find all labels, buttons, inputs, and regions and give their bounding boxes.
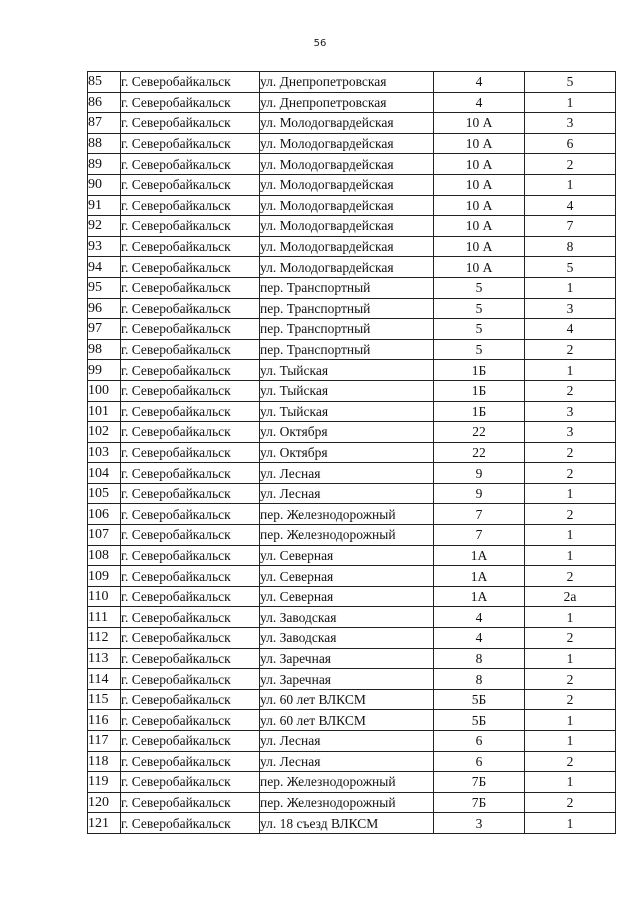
table-row bbox=[88, 92, 616, 113]
street-cell: ул. 60 лет ВЛКСМ bbox=[260, 710, 434, 731]
row-number: 99 bbox=[88, 360, 121, 381]
city-cell: г. Северобайкальск bbox=[121, 380, 260, 401]
row-number: 88 bbox=[88, 133, 121, 154]
house-number-cell: 7Б bbox=[434, 772, 525, 793]
table-row bbox=[88, 401, 616, 422]
row-number: 97 bbox=[88, 319, 121, 340]
table-row bbox=[88, 545, 616, 566]
row-number: 108 bbox=[88, 545, 121, 566]
city-cell: г. Северобайкальск bbox=[121, 689, 260, 710]
street-cell: ул. Заречная bbox=[260, 648, 434, 669]
apartment-number-cell: 2 bbox=[525, 380, 616, 401]
table-row bbox=[88, 133, 616, 154]
table-row bbox=[88, 566, 616, 587]
table-row bbox=[88, 257, 616, 278]
apartment-number-cell: 1 bbox=[525, 648, 616, 669]
house-number-cell: 5 bbox=[434, 339, 525, 360]
table-row bbox=[88, 442, 616, 463]
street-cell: пер. Транспортный bbox=[260, 319, 434, 340]
table-row bbox=[88, 772, 616, 793]
row-number: 112 bbox=[88, 628, 121, 649]
city-cell: г. Северобайкальск bbox=[121, 401, 260, 422]
row-number: 89 bbox=[88, 154, 121, 175]
apartment-number-cell: 2а bbox=[525, 586, 616, 607]
street-cell: ул. Заводская bbox=[260, 628, 434, 649]
table-row bbox=[88, 689, 616, 710]
table-row bbox=[88, 586, 616, 607]
row-number: 105 bbox=[88, 483, 121, 504]
table-row bbox=[88, 174, 616, 195]
street-cell: ул. Северная bbox=[260, 566, 434, 587]
street-cell: ул. Молодогвардейская bbox=[260, 133, 434, 154]
apartment-number-cell: 2 bbox=[525, 154, 616, 175]
street-cell: пер. Железнодорожный bbox=[260, 525, 434, 546]
street-cell: ул. Лесная bbox=[260, 483, 434, 504]
city-cell: г. Северобайкальск bbox=[121, 566, 260, 587]
table-row bbox=[88, 463, 616, 484]
city-cell: г. Северобайкальск bbox=[121, 298, 260, 319]
apartment-number-cell: 5 bbox=[525, 257, 616, 278]
house-number-cell: 1А bbox=[434, 545, 525, 566]
table-row bbox=[88, 298, 616, 319]
row-number: 115 bbox=[88, 689, 121, 710]
table-row bbox=[88, 113, 616, 134]
row-number: 114 bbox=[88, 669, 121, 690]
row-number: 109 bbox=[88, 566, 121, 587]
apartment-number-cell: 1 bbox=[525, 174, 616, 195]
row-number: 96 bbox=[88, 298, 121, 319]
house-number-cell: 4 bbox=[434, 628, 525, 649]
street-cell: ул. Молодогвардейская bbox=[260, 216, 434, 237]
apartment-number-cell: 3 bbox=[525, 422, 616, 443]
street-cell: пер. Транспортный bbox=[260, 298, 434, 319]
street-cell: ул. Заводская bbox=[260, 607, 434, 628]
street-cell: ул. Молодогвардейская bbox=[260, 174, 434, 195]
table-row bbox=[88, 813, 616, 834]
row-number: 85 bbox=[88, 72, 121, 93]
city-cell: г. Северобайкальск bbox=[121, 319, 260, 340]
city-cell: г. Северобайкальск bbox=[121, 339, 260, 360]
table-row bbox=[88, 607, 616, 628]
house-number-cell: 5Б bbox=[434, 710, 525, 731]
row-number: 98 bbox=[88, 339, 121, 360]
apartment-number-cell: 1 bbox=[525, 525, 616, 546]
table-row bbox=[88, 195, 616, 216]
street-cell: ул. Молодогвардейская bbox=[260, 113, 434, 134]
city-cell: г. Северобайкальск bbox=[121, 216, 260, 237]
house-number-cell: 5Б bbox=[434, 689, 525, 710]
apartment-number-cell: 2 bbox=[525, 628, 616, 649]
table-row bbox=[88, 236, 616, 257]
table-row bbox=[88, 504, 616, 525]
apartment-number-cell: 3 bbox=[525, 401, 616, 422]
row-number: 107 bbox=[88, 525, 121, 546]
house-number-cell: 10 А bbox=[434, 216, 525, 237]
house-number-cell: 6 bbox=[434, 751, 525, 772]
city-cell: г. Северобайкальск bbox=[121, 360, 260, 381]
apartment-number-cell: 2 bbox=[525, 751, 616, 772]
house-number-cell: 8 bbox=[434, 669, 525, 690]
city-cell: г. Северобайкальск bbox=[121, 751, 260, 772]
apartment-number-cell: 2 bbox=[525, 339, 616, 360]
street-cell: ул. Молодогвардейская bbox=[260, 195, 434, 216]
house-number-cell: 7 bbox=[434, 525, 525, 546]
apartment-number-cell: 2 bbox=[525, 689, 616, 710]
house-number-cell: 10 А bbox=[434, 133, 525, 154]
apartment-number-cell: 5 bbox=[525, 72, 616, 93]
city-cell: г. Северобайкальск bbox=[121, 731, 260, 752]
row-number: 100 bbox=[88, 380, 121, 401]
city-cell: г. Северобайкальск bbox=[121, 195, 260, 216]
row-number: 95 bbox=[88, 277, 121, 298]
street-cell: ул. Лесная bbox=[260, 463, 434, 484]
table-row bbox=[88, 483, 616, 504]
row-number: 120 bbox=[88, 792, 121, 813]
city-cell: г. Северобайкальск bbox=[121, 133, 260, 154]
street-cell: ул. 18 съезд ВЛКСМ bbox=[260, 813, 434, 834]
row-number: 117 bbox=[88, 731, 121, 752]
apartment-number-cell: 2 bbox=[525, 504, 616, 525]
row-number: 90 bbox=[88, 174, 121, 195]
street-cell: пер. Транспортный bbox=[260, 277, 434, 298]
apartment-number-cell: 1 bbox=[525, 813, 616, 834]
table-row bbox=[88, 319, 616, 340]
street-cell: ул. Северная bbox=[260, 586, 434, 607]
table-row bbox=[88, 216, 616, 237]
house-number-cell: 10 А bbox=[434, 174, 525, 195]
house-number-cell: 4 bbox=[434, 72, 525, 93]
city-cell: г. Северобайкальск bbox=[121, 483, 260, 504]
apartment-number-cell: 1 bbox=[525, 545, 616, 566]
house-number-cell: 10 А bbox=[434, 236, 525, 257]
house-number-cell: 7 bbox=[434, 504, 525, 525]
city-cell: г. Северобайкальск bbox=[121, 813, 260, 834]
street-cell: пер. Железнодорожный bbox=[260, 504, 434, 525]
city-cell: г. Северобайкальск bbox=[121, 607, 260, 628]
row-number: 101 bbox=[88, 401, 121, 422]
city-cell: г. Северобайкальск bbox=[121, 277, 260, 298]
street-cell: ул. Тыйская bbox=[260, 380, 434, 401]
apartment-number-cell: 1 bbox=[525, 277, 616, 298]
table-row bbox=[88, 710, 616, 731]
row-number: 111 bbox=[88, 607, 121, 628]
street-cell: ул. Лесная bbox=[260, 731, 434, 752]
house-number-cell: 10 А bbox=[434, 113, 525, 134]
apartment-number-cell: 1 bbox=[525, 360, 616, 381]
table-row bbox=[88, 422, 616, 443]
apartment-number-cell: 8 bbox=[525, 236, 616, 257]
house-number-cell: 22 bbox=[434, 442, 525, 463]
row-number: 118 bbox=[88, 751, 121, 772]
city-cell: г. Северобайкальск bbox=[121, 792, 260, 813]
city-cell: г. Северобайкальск bbox=[121, 257, 260, 278]
city-cell: г. Северобайкальск bbox=[121, 174, 260, 195]
street-cell: ул. Тыйская bbox=[260, 401, 434, 422]
row-number: 94 bbox=[88, 257, 121, 278]
table-row bbox=[88, 731, 616, 752]
city-cell: г. Северобайкальск bbox=[121, 586, 260, 607]
apartment-number-cell: 1 bbox=[525, 772, 616, 793]
house-number-cell: 3 bbox=[434, 813, 525, 834]
row-number: 119 bbox=[88, 772, 121, 793]
apartment-number-cell: 2 bbox=[525, 463, 616, 484]
row-number: 87 bbox=[88, 113, 121, 134]
city-cell: г. Северобайкальск bbox=[121, 92, 260, 113]
apartment-number-cell: 2 bbox=[525, 566, 616, 587]
apartment-number-cell: 2 bbox=[525, 669, 616, 690]
city-cell: г. Северобайкальск bbox=[121, 113, 260, 134]
house-number-cell: 10 А bbox=[434, 195, 525, 216]
city-cell: г. Северобайкальск bbox=[121, 504, 260, 525]
table-row bbox=[88, 339, 616, 360]
apartment-number-cell: 1 bbox=[525, 731, 616, 752]
apartment-number-cell: 1 bbox=[525, 710, 616, 731]
page-number: 56 bbox=[313, 38, 327, 49]
apartment-number-cell: 1 bbox=[525, 607, 616, 628]
row-number: 103 bbox=[88, 442, 121, 463]
table-row bbox=[88, 525, 616, 546]
city-cell: г. Северобайкальск bbox=[121, 463, 260, 484]
table-row bbox=[88, 628, 616, 649]
city-cell: г. Северобайкальск bbox=[121, 442, 260, 463]
street-cell: ул. Тыйская bbox=[260, 360, 434, 381]
apartment-number-cell: 7 bbox=[525, 216, 616, 237]
row-number: 106 bbox=[88, 504, 121, 525]
city-cell: г. Северобайкальск bbox=[121, 772, 260, 793]
table-row bbox=[88, 360, 616, 381]
street-cell: ул. Молодогвардейская bbox=[260, 154, 434, 175]
street-cell: ул. Октября bbox=[260, 442, 434, 463]
street-cell: ул. Октября bbox=[260, 422, 434, 443]
house-number-cell: 9 bbox=[434, 463, 525, 484]
house-number-cell: 5 bbox=[434, 277, 525, 298]
row-number: 121 bbox=[88, 813, 121, 834]
city-cell: г. Северобайкальск bbox=[121, 154, 260, 175]
row-number: 86 bbox=[88, 92, 121, 113]
street-cell: пер. Транспортный bbox=[260, 339, 434, 360]
house-number-cell: 4 bbox=[434, 607, 525, 628]
street-cell: ул. 60 лет ВЛКСМ bbox=[260, 689, 434, 710]
table-row bbox=[88, 669, 616, 690]
row-number: 102 bbox=[88, 422, 121, 443]
table-row bbox=[88, 72, 616, 93]
apartment-number-cell: 2 bbox=[525, 442, 616, 463]
address-table bbox=[87, 71, 616, 834]
row-number: 116 bbox=[88, 710, 121, 731]
street-cell: ул. Северная bbox=[260, 545, 434, 566]
house-number-cell: 10 А bbox=[434, 257, 525, 278]
house-number-cell: 1Б bbox=[434, 380, 525, 401]
house-number-cell: 5 bbox=[434, 319, 525, 340]
city-cell: г. Северобайкальск bbox=[121, 72, 260, 93]
house-number-cell: 4 bbox=[434, 92, 525, 113]
table-body bbox=[88, 72, 616, 834]
apartment-number-cell: 3 bbox=[525, 113, 616, 134]
street-cell: ул. Лесная bbox=[260, 751, 434, 772]
apartment-number-cell: 4 bbox=[525, 195, 616, 216]
street-cell: ул. Молодогвардейская bbox=[260, 257, 434, 278]
city-cell: г. Северобайкальск bbox=[121, 648, 260, 669]
city-cell: г. Северобайкальск bbox=[121, 710, 260, 731]
house-number-cell: 9 bbox=[434, 483, 525, 504]
apartment-number-cell: 6 bbox=[525, 133, 616, 154]
table-row bbox=[88, 154, 616, 175]
row-number: 91 bbox=[88, 195, 121, 216]
street-cell: ул. Днепропетровская bbox=[260, 92, 434, 113]
row-number: 104 bbox=[88, 463, 121, 484]
house-number-cell: 1А bbox=[434, 566, 525, 587]
table-row bbox=[88, 380, 616, 401]
city-cell: г. Северобайкальск bbox=[121, 422, 260, 443]
row-number: 93 bbox=[88, 236, 121, 257]
street-cell: пер. Железнодорожный bbox=[260, 772, 434, 793]
house-number-cell: 7Б bbox=[434, 792, 525, 813]
apartment-number-cell: 4 bbox=[525, 319, 616, 340]
house-number-cell: 10 А bbox=[434, 154, 525, 175]
table-row bbox=[88, 751, 616, 772]
house-number-cell: 1Б bbox=[434, 401, 525, 422]
row-number: 110 bbox=[88, 586, 121, 607]
house-number-cell: 5 bbox=[434, 298, 525, 319]
house-number-cell: 6 bbox=[434, 731, 525, 752]
city-cell: г. Северобайкальск bbox=[121, 669, 260, 690]
table-row bbox=[88, 648, 616, 669]
apartment-number-cell: 1 bbox=[525, 483, 616, 504]
house-number-cell: 8 bbox=[434, 648, 525, 669]
city-cell: г. Северобайкальск bbox=[121, 545, 260, 566]
apartment-number-cell: 3 bbox=[525, 298, 616, 319]
row-number: 113 bbox=[88, 648, 121, 669]
street-cell: ул. Днепропетровская bbox=[260, 72, 434, 93]
apartment-number-cell: 2 bbox=[525, 792, 616, 813]
city-cell: г. Северобайкальск bbox=[121, 628, 260, 649]
city-cell: г. Северобайкальск bbox=[121, 236, 260, 257]
row-number: 92 bbox=[88, 216, 121, 237]
table-row bbox=[88, 277, 616, 298]
apartment-number-cell: 1 bbox=[525, 92, 616, 113]
street-cell: пер. Железнодорожный bbox=[260, 792, 434, 813]
street-cell: ул. Молодогвардейская bbox=[260, 236, 434, 257]
house-number-cell: 1Б bbox=[434, 360, 525, 381]
table-row bbox=[88, 792, 616, 813]
house-number-cell: 22 bbox=[434, 422, 525, 443]
city-cell: г. Северобайкальск bbox=[121, 525, 260, 546]
house-number-cell: 1А bbox=[434, 586, 525, 607]
street-cell: ул. Заречная bbox=[260, 669, 434, 690]
